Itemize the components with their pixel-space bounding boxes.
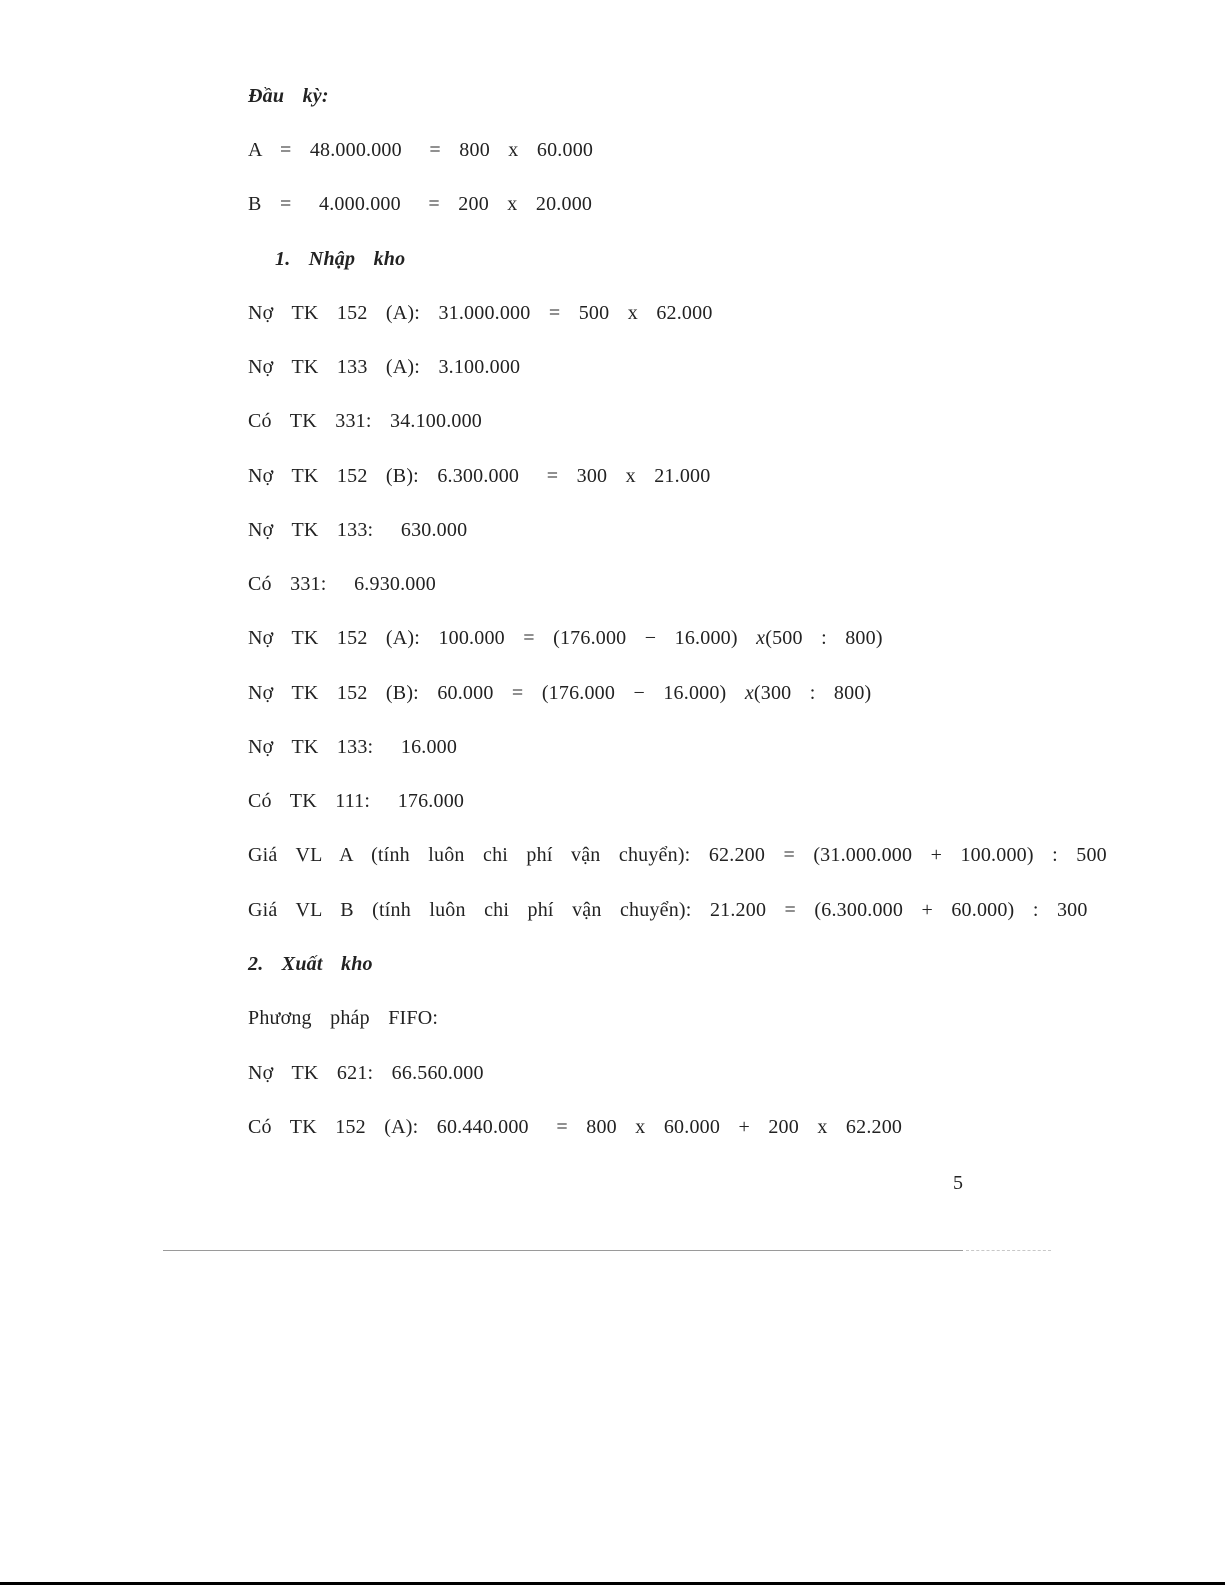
entry-line: Nợ TK 133: 16.000 — [248, 736, 458, 758]
entry-line: Có TK 331: 34.100.000 — [248, 410, 482, 432]
section2-heading: 2. Xuất kho — [248, 953, 373, 975]
method-line: Phương pháp FIFO: — [248, 1007, 439, 1029]
opening-heading: Đầu kỳ: — [248, 85, 329, 107]
allocation-line-b-suffix: (300 : 800) — [753, 682, 872, 704]
opening-line-a: A = 48.000.000 = 800 x 60.000 — [248, 139, 594, 161]
entry-line: Nợ TK 621: 66.560.000 — [248, 1062, 484, 1084]
entry-line: Có 331: 6.930.000 — [248, 573, 436, 595]
entry-line: Có TK 152 (A): 60.440.000 = 800 x 60.000 + 200 x 62.200 — [248, 1116, 903, 1138]
opening-line-b: B = 4.000.000 = 200 x 20.000 — [248, 193, 593, 215]
entry-line: Nợ TK 133: 630.000 — [248, 519, 468, 541]
allocation-line-a — [248, 626, 883, 650]
entry-line: Nợ TK 133 (A): 3.100.000 — [248, 356, 521, 378]
allocation-line-a-prefix: Nợ TK 152 (A): 100.000 = (176.000 − 16.000) — [248, 627, 757, 649]
allocation-line-b-multiplier: x — [744, 682, 754, 704]
allocation-line-b — [248, 681, 871, 705]
footer-divider-tail — [966, 1250, 1051, 1251]
allocation-line-b-prefix: Nợ TK 152 (B): 60.000 = (176.000 − 16.000) — [248, 682, 745, 704]
entry-line: Có TK 111: 176.000 — [248, 790, 465, 812]
entry-line: Nợ TK 152 (A): 31.000.000 = 500 x 62.000 — [248, 302, 713, 324]
allocation-line-a-suffix: (500 : 800) — [765, 627, 883, 649]
allocation-line-a-multiplier: x — [756, 627, 766, 649]
page-number: 5 — [953, 1172, 963, 1194]
section1-heading: 1. Nhập kho — [275, 248, 406, 270]
footer-divider — [163, 1250, 963, 1251]
unit-price-line-b: Giá VL B (tính luôn chi phí vận chuyển): 21.200 = (6.300.000 + 60.000) : 300 — [248, 899, 1088, 921]
entry-line: Nợ TK 152 (B): 6.300.000 = 300 x 21.000 — [248, 465, 711, 487]
unit-price-line-a: Giá VL A (tính luôn chi phí vận chuyển): 62.200 = (31.000.000 + 100.000) : 500 — [248, 844, 1107, 866]
